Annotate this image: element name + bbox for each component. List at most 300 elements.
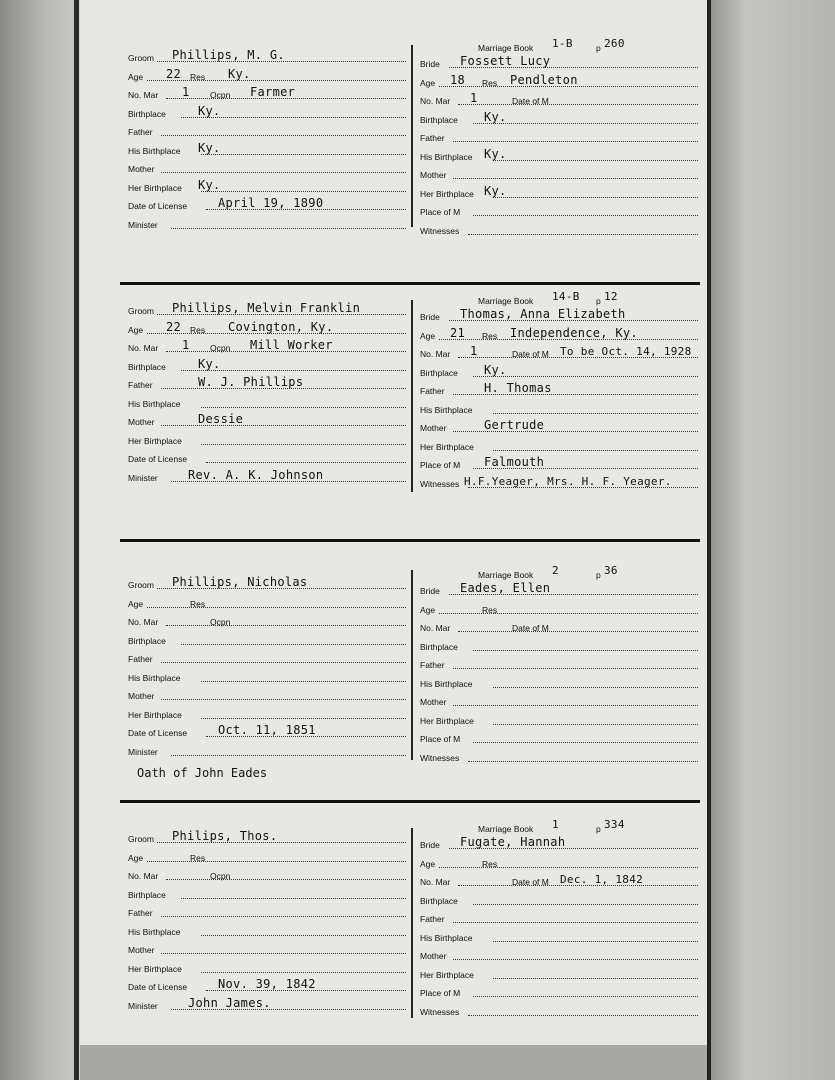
bride-her-birthplace-value: Ky. (484, 183, 507, 198)
field-label: Father (128, 380, 153, 390)
bride-field-no-mar (420, 90, 698, 108)
groom-field-her-birthplace (128, 177, 406, 195)
fill-line (473, 996, 698, 997)
fill-line (493, 724, 698, 725)
groom-field-no-mar (128, 865, 406, 883)
bride-no-mar-value: 1 (470, 91, 478, 105)
bride-place-of-m-value: Falmouth (484, 455, 545, 469)
field-label: Birthplace (420, 895, 458, 906)
field-label: Mother (420, 423, 447, 433)
bride-field-bride (420, 834, 698, 852)
field-label: Res (190, 324, 206, 335)
fill-line (453, 705, 698, 706)
groom-field-date-of-license (128, 195, 406, 213)
fill-line (468, 1015, 698, 1016)
bride-field-place-of-m (420, 454, 698, 472)
bride-field-her-birthplace (420, 183, 698, 201)
groom-date-of-license-value: Nov. 39, 1842 (218, 977, 316, 991)
field-label: Res (190, 598, 206, 609)
field-label: Her Birthplace (128, 709, 182, 720)
bride-field-father (420, 127, 698, 145)
fill-line (201, 444, 406, 445)
field-label: No. Mar (420, 349, 451, 359)
groom-field-minister (128, 995, 406, 1013)
field-label: No. Mar (420, 877, 451, 887)
bride-field-mother (420, 945, 698, 963)
field-label: His Birthplace (128, 145, 181, 156)
field-label: Her Birthplace (128, 182, 182, 193)
field-label: Father (420, 914, 445, 924)
fill-line (161, 916, 406, 917)
marriage-book-label: Marriage Book (478, 43, 534, 53)
marriage-book-number: 1-B (552, 37, 573, 50)
groom-field-age (128, 66, 406, 84)
groom-field-father (128, 648, 406, 666)
groom-field-mother (128, 939, 406, 957)
field-label: Res (482, 604, 498, 615)
field-label: Mother (128, 417, 155, 427)
fill-line (161, 135, 406, 136)
groom-field-birthplace (128, 103, 406, 121)
bride-field-father (420, 908, 698, 926)
groom-birthplace-value: Ky. (198, 103, 221, 118)
bride-field-bride (420, 580, 698, 598)
field-label: No. Mar (128, 617, 159, 627)
bride-field-birthplace (420, 636, 698, 654)
field-label: Age (128, 598, 144, 609)
scan-edge-right (707, 0, 835, 1080)
marriage-book-label: Marriage Book (478, 570, 534, 580)
field-label: Age (128, 324, 144, 335)
field-label: Her Birthplace (128, 963, 182, 974)
field-label: No. Mar (128, 90, 159, 100)
field-label: Father (128, 908, 153, 918)
field-label: Res (482, 77, 498, 88)
field-label: Father (128, 127, 153, 137)
groom-date-of-license-value: Oct. 11, 1851 (218, 723, 316, 737)
fill-line (201, 718, 406, 719)
field-label: Father (420, 386, 445, 396)
groom-her-birthplace-value: Ky. (198, 177, 221, 192)
field-label: Mother (128, 164, 155, 174)
groom-field-minister (128, 741, 406, 759)
bride-field-his-birthplace (420, 673, 698, 691)
groom-field-groom (128, 828, 406, 846)
bride-field-no-mar (420, 343, 698, 361)
field-label: Date of M (512, 623, 549, 633)
fill-line (166, 625, 406, 626)
page-label: p (596, 824, 601, 834)
field-label: Ocpn (210, 90, 231, 100)
field-label: Birthplace (128, 889, 166, 900)
fill-line (166, 879, 406, 880)
groom-his-birthplace-value: Ky. (198, 140, 221, 155)
groom-date-of-license-value: April 19, 1890 (218, 196, 324, 210)
field-label: Groom (128, 834, 154, 844)
marriage-book-number: 2 (552, 564, 559, 577)
bride-his-birthplace-value: Ky. (484, 146, 507, 161)
field-label: Her Birthplace (420, 969, 474, 980)
groom-field-birthplace (128, 884, 406, 902)
fill-line (473, 650, 698, 651)
groom-name-value: Phillips, Melvin Franklin (172, 301, 361, 315)
field-label: His Birthplace (420, 932, 473, 943)
fill-line (201, 407, 406, 408)
fill-line (201, 681, 406, 682)
bride-mother-value: Gertrude (484, 418, 545, 432)
page-number: 36 (604, 564, 618, 577)
fill-line (171, 755, 406, 756)
groom-father-value: W. J. Phillips (198, 375, 304, 389)
groom-field-no-mar (128, 84, 406, 102)
field-label: Bride (420, 586, 440, 596)
field-label: Res (482, 858, 498, 869)
bride-field-mother (420, 417, 698, 435)
bride-field-his-birthplace (420, 146, 698, 164)
bride-father-value: H. Thomas (484, 381, 552, 395)
column-separator (411, 45, 413, 227)
field-label: His Birthplace (128, 398, 181, 409)
groom-birthplace-value: Ky. (198, 356, 221, 371)
field-label: Ocpn (210, 343, 231, 353)
bride-field-no-mar (420, 871, 698, 889)
field-label: Birthplace (128, 361, 166, 372)
bride-field-his-birthplace (420, 927, 698, 945)
field-label: Minister (128, 219, 158, 230)
groom-field-mother (128, 411, 406, 429)
fill-line (458, 631, 698, 632)
bride-field-place-of-m (420, 728, 698, 746)
bride-date-of-m-value: To be Oct. 14, 1928 (560, 345, 692, 358)
bride-age-value: 21 (450, 325, 466, 340)
fill-line (453, 668, 698, 669)
field-label: Mother (128, 691, 155, 701)
card-divider (120, 539, 700, 542)
bride-field-bride (420, 53, 698, 71)
fill-line (161, 172, 406, 173)
groom-age-value: 22 (166, 66, 182, 81)
bride-witnesses-value: H.F.Yeager, Mrs. H. F. Yeager. (464, 474, 672, 488)
groom-field-groom (128, 574, 406, 592)
bride-field-mother (420, 164, 698, 182)
groom-field-date-of-license (128, 722, 406, 740)
groom-no-mar-value: 1 (182, 85, 190, 99)
field-label: Date of M (512, 96, 549, 106)
page-number: 334 (604, 818, 625, 831)
bride-field-age (420, 599, 698, 617)
field-label: Her Birthplace (420, 188, 474, 199)
column-separator (411, 570, 413, 760)
scan-edge-bottom (80, 1045, 707, 1080)
field-label: Bride (420, 312, 440, 322)
bride-date-of-m-value: Dec. 1, 1842 (560, 873, 644, 886)
field-label: No. Mar (420, 623, 451, 633)
groom-field-mother (128, 685, 406, 703)
groom-field-birthplace (128, 356, 406, 374)
field-label: Birthplace (128, 108, 166, 119)
fill-line (181, 898, 406, 899)
field-label: Place of M (420, 988, 461, 998)
card-divider (120, 282, 700, 285)
fill-line (147, 861, 406, 862)
bride-name-value: Eades, Ellen (460, 581, 551, 595)
field-label: Bride (420, 840, 440, 850)
field-label: Witnesses (420, 1006, 460, 1017)
bride-field-age (420, 325, 698, 343)
fill-line (493, 160, 698, 161)
bride-field-his-birthplace (420, 399, 698, 417)
scan-edge-shadow-right (707, 0, 711, 1080)
bride-no-mar-value: 1 (470, 344, 478, 358)
fill-line (473, 376, 698, 377)
bride-field-place-of-m (420, 201, 698, 219)
bride-field-her-birthplace (420, 710, 698, 728)
field-label: No. Mar (128, 343, 159, 353)
groom-minister-value: Rev. A. K. Johnson (188, 467, 324, 482)
fill-line (453, 959, 698, 960)
field-label: Age (128, 852, 144, 863)
marriage-book-number: 14-B (552, 290, 580, 303)
field-label: Her Birthplace (420, 715, 474, 726)
fill-line (201, 191, 406, 192)
fill-line (181, 644, 406, 645)
field-label: Father (420, 660, 445, 670)
groom-field-father (128, 374, 406, 392)
groom-minister-value: John James. (188, 995, 271, 1010)
groom-field-minister (128, 467, 406, 485)
marriage-book-number: 1 (552, 818, 559, 831)
page-label: p (596, 296, 601, 306)
groom-field-minister (128, 214, 406, 232)
bride-field-father (420, 380, 698, 398)
page-number: 12 (604, 290, 618, 303)
fill-line (453, 922, 698, 923)
fill-line (439, 613, 698, 614)
field-label: Father (128, 654, 153, 664)
bride-field-birthplace (420, 362, 698, 380)
groom-field-date-of-license (128, 448, 406, 466)
fill-line (473, 904, 698, 905)
field-label: Birthplace (420, 641, 458, 652)
field-label: Ocpn (210, 871, 231, 881)
bride-field-mother (420, 691, 698, 709)
field-label: Date of M (512, 349, 549, 359)
bride-field-age (420, 853, 698, 871)
column-separator (411, 828, 413, 1018)
fill-line (473, 215, 698, 216)
scan-edge-shadow (74, 0, 79, 1080)
field-label: No. Mar (128, 871, 159, 881)
scan-edge-left (0, 0, 76, 1080)
field-label: Date of License (128, 982, 188, 992)
fill-line (493, 941, 698, 942)
field-label: Age (420, 858, 436, 869)
groom-no-mar-value: 1 (182, 338, 190, 352)
groom-field-father (128, 902, 406, 920)
column-separator (411, 300, 413, 492)
fill-line (201, 972, 406, 973)
fill-line (171, 228, 406, 229)
field-label: Bride (420, 59, 440, 69)
marriage-book-label: Marriage Book (478, 296, 534, 306)
field-label: Her Birthplace (128, 435, 182, 446)
groom-name-value: Philips, Thos. (172, 829, 278, 843)
bride-field-no-mar (420, 617, 698, 635)
groom-field-father (128, 121, 406, 139)
bride-age-value: 18 (450, 72, 466, 87)
field-label: His Birthplace (420, 678, 473, 689)
groom-field-groom (128, 47, 406, 65)
bride-field-place-of-m (420, 982, 698, 1000)
groom-age-value: 22 (166, 319, 182, 334)
groom-ocpn-value: Farmer (250, 85, 296, 99)
field-label: Mother (420, 697, 447, 707)
fill-line (458, 104, 698, 105)
groom-field-groom (128, 300, 406, 318)
field-label: Age (420, 330, 436, 341)
groom-res-value: Covington, Ky. (228, 319, 334, 334)
fill-line (473, 123, 698, 124)
field-label: Minister (128, 472, 158, 483)
field-label: Date of License (128, 728, 188, 738)
fill-line (147, 80, 406, 81)
bride-field-her-birthplace (420, 436, 698, 454)
groom-res-value: Ky. (228, 66, 251, 81)
groom-field-her-birthplace (128, 958, 406, 976)
groom-field-mother (128, 158, 406, 176)
field-label: Place of M (420, 207, 461, 217)
field-label: Groom (128, 580, 154, 590)
bride-field-birthplace (420, 109, 698, 127)
field-label: Ocpn (210, 617, 231, 627)
page-label: p (596, 43, 601, 53)
card-divider (120, 800, 700, 803)
fill-line (468, 761, 698, 762)
bride-res-value: Pendleton (510, 72, 578, 87)
field-label: Groom (128, 53, 154, 63)
fill-line (493, 197, 698, 198)
field-label: Mother (420, 170, 447, 180)
bride-name-value: Thomas, Anna Elizabeth (460, 307, 626, 321)
groom-field-date-of-license (128, 976, 406, 994)
field-label: Res (482, 330, 498, 341)
groom-field-no-mar (128, 611, 406, 629)
field-label: Father (420, 133, 445, 143)
fill-line (206, 462, 406, 463)
bride-res-value: Independence, Ky. (510, 325, 638, 340)
groom-field-his-birthplace (128, 393, 406, 411)
fill-line (147, 607, 406, 608)
fill-line (453, 141, 698, 142)
field-label: Res (190, 852, 206, 863)
groom-field-his-birthplace (128, 921, 406, 939)
bride-field-birthplace (420, 890, 698, 908)
groom-field-her-birthplace (128, 704, 406, 722)
fill-line (161, 662, 406, 663)
groom-ocpn-value: Mill Worker (250, 338, 333, 352)
field-label: His Birthplace (420, 151, 473, 162)
groom-field-age (128, 319, 406, 337)
marriage-book-label: Marriage Book (478, 824, 534, 834)
bride-field-witnesses (420, 747, 698, 765)
bride-birthplace-value: Ky. (484, 109, 507, 124)
field-label: Birthplace (420, 114, 458, 125)
field-label: Mother (128, 945, 155, 955)
bride-birthplace-value: Ky. (484, 362, 507, 377)
bride-field-bride (420, 306, 698, 324)
field-label: No. Mar (420, 96, 451, 106)
groom-field-age (128, 847, 406, 865)
field-label: Mother (420, 951, 447, 961)
bride-field-witnesses (420, 220, 698, 238)
groom-field-no-mar (128, 337, 406, 355)
record-note: Oath of John Eades (137, 766, 268, 780)
bride-name-value: Fugate, Hannah (460, 835, 566, 849)
field-label: Age (128, 71, 144, 82)
field-label: Witnesses (420, 225, 460, 236)
page-label: p (596, 570, 601, 580)
bride-field-age (420, 72, 698, 90)
fill-line (161, 953, 406, 954)
field-label: Witnesses (420, 752, 460, 763)
field-label: His Birthplace (420, 404, 473, 415)
fill-line (201, 935, 406, 936)
field-label: Groom (128, 306, 154, 316)
groom-mother-value: Dessie (198, 412, 244, 426)
page-number: 260 (604, 37, 625, 50)
field-label: Date of M (512, 877, 549, 887)
field-label: Minister (128, 1000, 158, 1011)
bride-field-her-birthplace (420, 964, 698, 982)
field-label: His Birthplace (128, 672, 181, 683)
groom-field-birthplace (128, 630, 406, 648)
groom-name-value: Phillips, M. G. (172, 48, 285, 62)
field-label: Place of M (420, 734, 461, 744)
field-label: Place of M (420, 460, 461, 470)
groom-name-value: Phillips, Nicholas (172, 575, 308, 589)
groom-field-his-birthplace (128, 667, 406, 685)
bride-field-witnesses (420, 1001, 698, 1019)
fill-line (473, 742, 698, 743)
field-label: Her Birthplace (420, 441, 474, 452)
groom-field-age (128, 593, 406, 611)
field-label: Res (190, 71, 206, 82)
bride-field-witnesses (420, 473, 698, 491)
field-label: Birthplace (128, 635, 166, 646)
fill-line (493, 450, 698, 451)
field-label: Birthplace (420, 367, 458, 378)
fill-line (439, 867, 698, 868)
fill-line (201, 154, 406, 155)
field-label: Witnesses (420, 478, 460, 489)
groom-field-her-birthplace (128, 430, 406, 448)
groom-field-his-birthplace (128, 140, 406, 158)
field-label: Age (420, 604, 436, 615)
field-label: Date of License (128, 201, 188, 211)
fill-line (493, 978, 698, 979)
field-label: Age (420, 77, 436, 88)
fill-line (493, 687, 698, 688)
bride-field-father (420, 654, 698, 672)
field-label: Date of License (128, 454, 188, 464)
bride-name-value: Fossett Lucy (460, 54, 551, 68)
fill-line (493, 413, 698, 414)
fill-line (161, 699, 406, 700)
fill-line (468, 234, 698, 235)
fill-line (453, 178, 698, 179)
field-label: His Birthplace (128, 926, 181, 937)
field-label: Minister (128, 746, 158, 757)
